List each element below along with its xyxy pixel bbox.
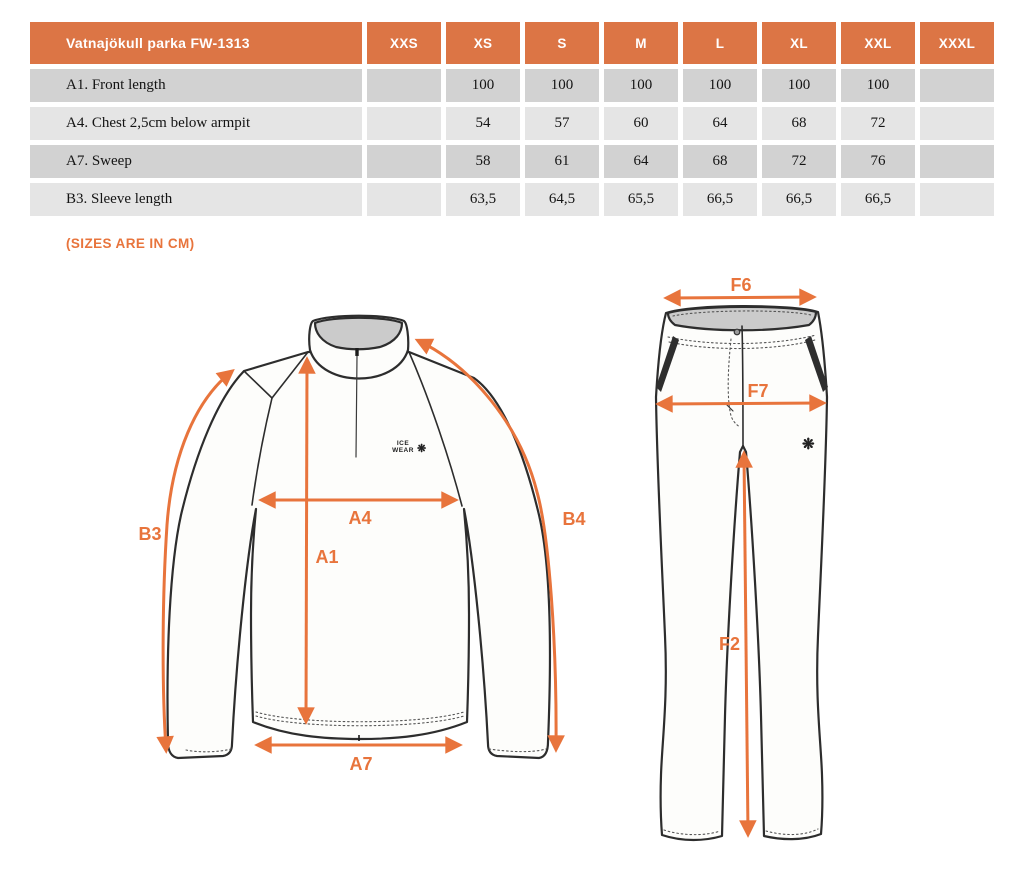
value-cell: 68 [762,107,836,140]
row-label: A7. Sweep [30,145,362,178]
value-cell: 66,5 [683,183,757,216]
header-cell-xxl: XXL [841,22,915,64]
value-cell: 58 [446,145,520,178]
label-f6: F6 [730,275,752,295]
header-cell-m: M [604,22,678,64]
value-cell: 64 [604,145,678,178]
value-cell [367,107,441,140]
label-a4: A4 [348,508,372,528]
value-cell: 64 [683,107,757,140]
waist-button [734,329,740,335]
pants-measurement-diagram [643,272,838,857]
label-f2: F2 [718,634,740,654]
value-cell: 65,5 [604,183,678,216]
header-cell-s: S [525,22,599,64]
arrow-f7-hip [660,403,822,404]
table-row [30,69,994,102]
value-cell: 63,5 [446,183,520,216]
value-cell [367,183,441,216]
arrow-a1-front-length [306,361,307,720]
value-cell [367,69,441,102]
value-cell: 72 [762,145,836,178]
value-cell [920,145,994,178]
value-cell: 100 [446,69,520,102]
label-f7: F7 [747,381,769,401]
value-cell: 66,5 [841,183,915,216]
pants-snowflake-icon: ❋ [802,436,815,453]
value-cell [920,69,994,102]
table-header-row [30,22,994,64]
value-cell: 100 [762,69,836,102]
value-cell [920,107,994,140]
jacket-measurement-diagram [118,308,628,788]
table-row [30,183,994,216]
row-label: A4. Chest 2,5cm below armpit [30,107,362,140]
label-b3: B3 [138,524,162,544]
value-cell: 100 [525,69,599,102]
brand-snowflake-icon: ❋ [417,443,427,455]
pants-outline [656,306,827,840]
value-cell: 60 [604,107,678,140]
header-cell-xl: XL [762,22,836,64]
arrow-f6-waist [668,297,812,298]
header-cell-xxxl: XXXL [920,22,994,64]
value-cell: 76 [841,145,915,178]
product-title: Vatnajökull parka FW-1313 [30,22,362,64]
arrow-f2-inseam [744,455,748,833]
value-cell: 64,5 [525,183,599,216]
table-row [30,107,994,140]
value-cell: 100 [604,69,678,102]
header-cell-xxs: XXS [367,22,441,64]
value-cell: 54 [446,107,520,140]
value-cell: 61 [525,145,599,178]
brand-logo-ice: ICE [396,440,410,447]
label-a7: A7 [349,754,373,774]
value-cell: 100 [841,69,915,102]
header-cell-l: L [683,22,757,64]
value-cell: 72 [841,107,915,140]
sizes-unit-note: (SIZES ARE IN CM) [66,236,195,251]
value-cell: 66,5 [762,183,836,216]
header-cell-xs: XS [446,22,520,64]
size-table [25,17,999,221]
value-cell: 68 [683,145,757,178]
value-cell: 100 [683,69,757,102]
value-cell [920,183,994,216]
value-cell: 57 [525,107,599,140]
table-row [30,145,994,178]
label-b4: B4 [562,509,586,529]
row-label: B3. Sleeve length [30,183,362,216]
brand-logo-wear: WEAR [392,447,414,454]
jacket-body-outline [168,352,550,758]
value-cell [367,145,441,178]
label-a1: A1 [315,547,339,567]
row-label: A1. Front length [30,69,362,102]
